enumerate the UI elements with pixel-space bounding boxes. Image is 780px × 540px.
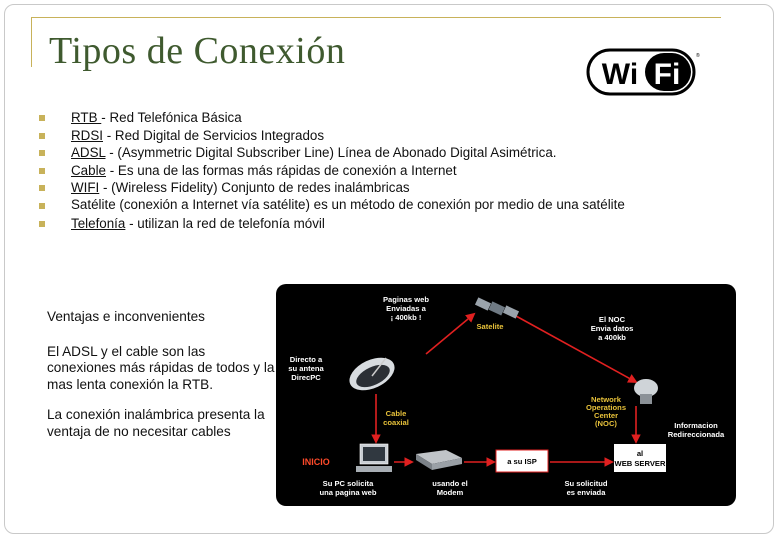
noc-antenna-icon — [634, 379, 658, 404]
wifi-logo-wi: Wi — [601, 58, 639, 91]
label-direct-antenna-2: su antena — [288, 364, 324, 373]
label-noc-sends: El NOC — [598, 315, 626, 324]
label-network-3: Center — [593, 411, 619, 420]
label-pc-requests: Su PC solicita — [322, 479, 374, 488]
label-direct-antenna-3: DirecPC — [291, 373, 321, 382]
bullet-term: RDSI — [71, 127, 103, 143]
bullet-square — [39, 203, 45, 209]
label-noc-sends-3: a 400kb — [598, 333, 626, 342]
label-network-2: Operations — [585, 403, 627, 412]
label-web-server-1: al — [636, 449, 644, 458]
bullet-square — [39, 168, 45, 174]
bullet-term: Telefonía — [71, 215, 126, 231]
bullet-term: Cable — [71, 162, 106, 178]
list-item — [39, 197, 729, 212]
label-start: INICIO — [302, 457, 330, 467]
bullet-square — [39, 185, 45, 191]
list-item — [39, 215, 729, 233]
pros-cons-paragraph-speed: El ADSL y el cable son las conexiones más rápidas de todos y la mas lenta conexión la RTB. — [47, 343, 275, 392]
label-to-isp: a su ISP — [507, 457, 537, 466]
pros-cons-title: Ventajas e inconvenientes — [47, 309, 205, 324]
bullet-text: - Red Telefónica Básica — [101, 110, 242, 125]
bullet-text: - utilizan la red de telefonía móvil — [125, 215, 325, 231]
label-pages-sent: Paginas web — [382, 295, 430, 304]
list-item — [39, 144, 729, 162]
label-pc-requests-2: una pagina web — [319, 488, 377, 497]
top-rule — [31, 17, 721, 18]
list-item — [39, 127, 729, 145]
registered-mark: ® — [696, 53, 700, 59]
label-satellite: Satelite — [476, 322, 504, 331]
label-request-sent: Su solicitud — [564, 479, 608, 488]
modem-icon — [416, 450, 462, 470]
bullet-term: RTB — [71, 110, 102, 125]
satellite-icon — [475, 297, 519, 318]
bullet-text: - Es una de las formas más rápidas de conexión a Internet — [106, 162, 457, 178]
connection-types-list — [39, 109, 729, 233]
bullet-square — [39, 221, 45, 227]
pros-cons-paragraph-wireless: La conexión inalámbrica presenta la ventaja de no necesitar cables — [47, 407, 265, 439]
label-using-modem: usando el — [432, 479, 468, 488]
satellite-connection-diagram — [276, 284, 736, 506]
label-coax-cable-2: coaxial — [383, 418, 409, 427]
list-item — [39, 179, 729, 197]
label-pages-sent-3: ¡ 400kb ! — [390, 313, 422, 322]
computer-icon — [356, 444, 392, 472]
bullet-term-plain: Satélite — [71, 196, 116, 212]
diagram-canvas — [276, 284, 736, 506]
bullet-term: ADSL — [71, 145, 106, 161]
list-item — [39, 162, 729, 180]
bullet-term: WIFI — [71, 180, 100, 196]
label-network-4: (NOC) — [595, 419, 617, 428]
label-coax-cable: Cable — [385, 409, 407, 418]
bullet-square — [39, 115, 45, 121]
label-web-server-2: WEB SERVER — [614, 459, 666, 468]
wifi-logo — [587, 48, 699, 96]
wifi-logo-fi: Fi — [653, 58, 681, 91]
pros-cons-section — [47, 309, 277, 454]
bullet-text: (conexión a Internet vía satélite) es un método de conexión por medio de una satélite — [115, 196, 625, 212]
label-noc-sends-2: Envia datos — [590, 324, 634, 333]
bullet-square — [39, 150, 45, 156]
label-redirected-info: Informacion — [674, 421, 718, 430]
bullet-text: - Red Digital de Servicios Integrados — [103, 127, 325, 143]
satellite-dish-icon — [344, 351, 399, 397]
bullet-text: - (Asymmetric Digital Subscriber Line) Línea de Abonado Digital Asimétrica. — [105, 145, 557, 161]
label-using-modem-2: Modem — [436, 488, 464, 497]
list-item — [39, 109, 729, 127]
label-network: Network — [591, 395, 621, 404]
slide-title: Tipos de Conexión — [49, 30, 346, 72]
bullet-text: - (Wireless Fidelity) Conjunto de redes inalámbricas — [99, 180, 410, 196]
label-request-sent-2: es enviada — [566, 488, 606, 497]
left-rule — [31, 17, 32, 67]
label-direct-antenna: Directo a — [289, 355, 323, 364]
bullet-square — [39, 133, 45, 139]
label-pages-sent-2: Enviadas a — [386, 304, 426, 313]
label-redirected-info-2: Redireccionada — [667, 430, 725, 439]
arrow-dish-to-satellite — [426, 314, 474, 354]
